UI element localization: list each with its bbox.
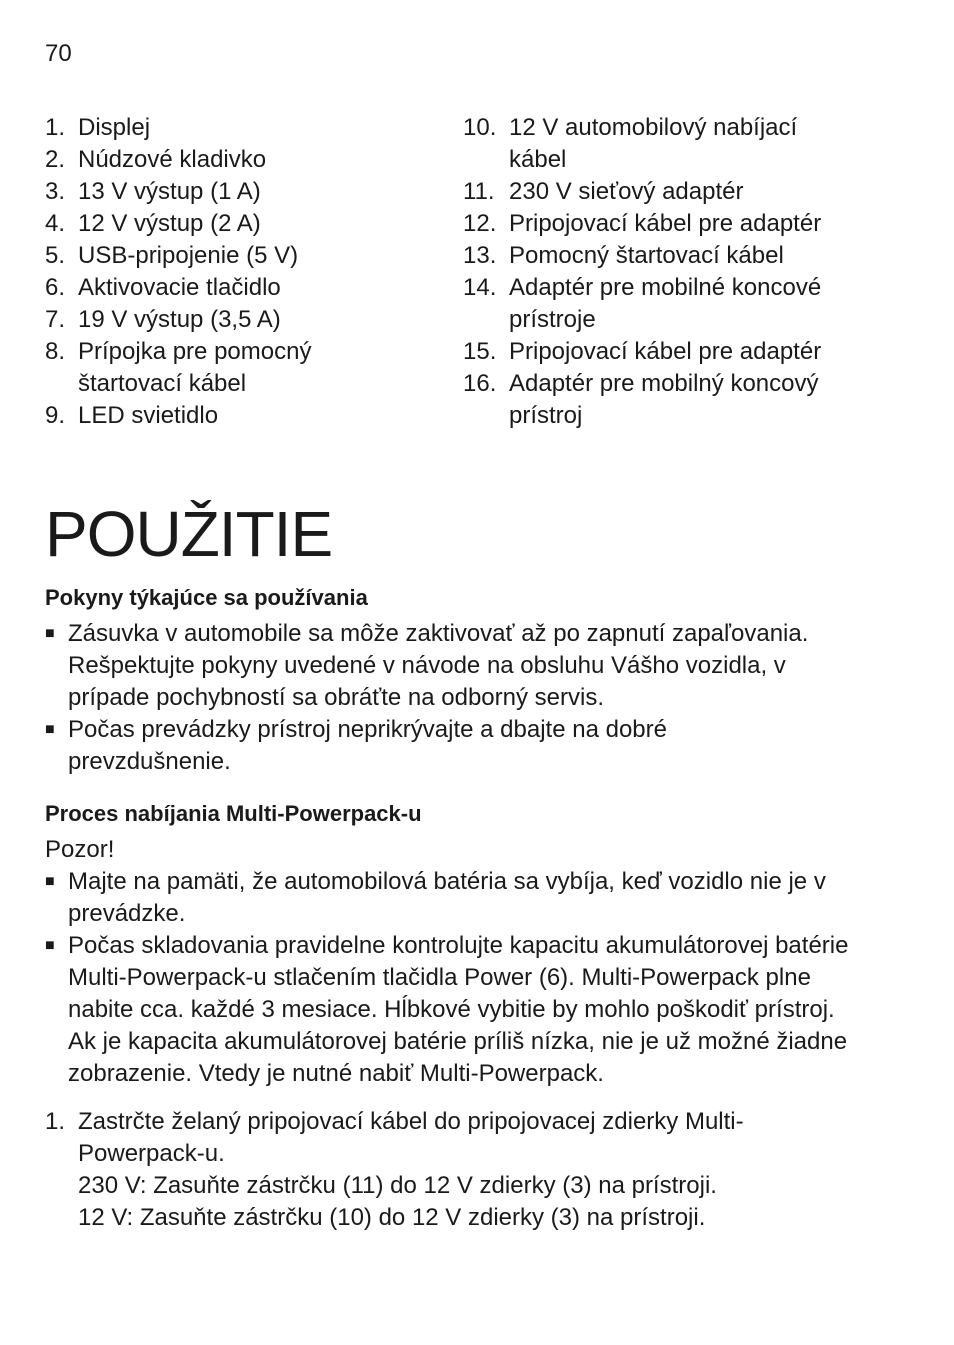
item-text: Pripojovací kábel pre adaptér [509,338,822,365]
item-text: LED svietidlo [78,402,219,429]
item-text: Prípojka pre pomocný štartovací kábel [78,338,312,397]
list-item [45,144,445,176]
item-text: Aktivovacie tlačidlo [78,274,281,301]
step-text: Zastrčte želaný pripojovací kábel do pripojovacej zdierky Multi-Powerpack-u. [78,1108,744,1167]
bullet-text: Zásuvka v automobile sa môže zaktivovať až po zapnutí zapaľovania. Rešpektujte pokyny uvedené v návode na obsluhu Vášho vozidla, v prípade pochybností sa obráťte na odborný servis. [68,620,809,711]
list-item [463,272,903,336]
bullet-text: Majte na pamäti, že automobilová batéria sa vybíja, keď vozidlo nie je v prevádzke. [68,868,826,927]
list-item [45,618,860,714]
item-text: Adaptér pre mobilný koncový prístroj [509,370,819,429]
section-title: POUŽITIE [45,498,333,570]
item-text: 13 V výstup (1 A) [78,178,261,205]
item-number: 5. [45,242,66,269]
list-item [463,176,903,208]
item-number: 15. [463,338,497,365]
item-text: Displej [78,114,151,141]
item-number: 12. [463,210,497,237]
bullet-text: Počas prevádzky prístroj neprikrývajte a dbajte na dobré prevzdušnenie. [68,716,667,775]
step-line-230v: 230 V: Zasuňte zástrčku (11) do 12 V zdierky (3) na prístroji. [78,1172,717,1199]
list-item [463,336,903,368]
parts-list-right [463,112,903,432]
list-item [463,208,903,240]
list-item [45,930,860,1090]
item-text: Núdzové kladivko [78,146,267,173]
list-item [45,866,860,930]
item-text: USB-pripojenie (5 V) [78,242,299,269]
item-number: 1. [45,114,66,141]
step-body [78,1106,860,1234]
parts-list-left [45,112,445,432]
item-number: 2. [45,146,66,173]
usage-heading: Pokyny týkajúce sa používania [45,585,368,610]
list-item [45,176,445,208]
item-text: 19 V výstup (3,5 A) [78,306,281,333]
warning-text: Pozor! [45,836,115,863]
item-text: 12 V automobilový nabíjací kábel [509,114,798,173]
bullet-icon: ■ [45,873,55,890]
bullet-icon: ■ [45,721,55,738]
item-text: Adaptér pre mobilné koncové prístroje [509,274,822,333]
list-item [45,336,445,400]
bullet-icon: ■ [45,937,55,954]
item-text: Pripojovací kábel pre adaptér [509,210,822,237]
item-number: 10. [463,114,497,141]
item-number: 16. [463,370,497,397]
list-item [463,368,903,432]
step-item [45,1106,860,1234]
list-item [463,112,903,176]
bullet-text: Počas skladovania pravidelne kontrolujte kapacitu akumulátorovej batérie Multi-Powerpack-u stlačením tlačidla Power (6). Multi-Powerpack plne nabite cca. každé 3 mesiace. Hĺbkové vybitie by mohlo poškodiť prístroj. Ak je kapacita akumulátorovej batérie príliš nízka, nie je už možné žiadne zobrazenie. Vtedy je nutné nabiť Multi-Powerpack. [68,932,849,1087]
item-number: 13. [463,242,497,269]
list-item [45,112,445,144]
item-text: 230 V sieťový adaptér [509,178,744,205]
list-item [45,304,445,336]
item-number: 7. [45,306,66,333]
page-number: 70 [45,40,72,67]
item-number: 4. [45,210,66,237]
bullet-icon: ■ [45,625,55,642]
item-text: 12 V výstup (2 A) [78,210,261,237]
list-item [463,240,903,272]
item-number: 14. [463,274,497,301]
item-number: 9. [45,402,66,429]
list-item [45,240,445,272]
charging-heading: Proces nabíjania Multi-Powerpack-u [45,801,422,826]
item-number: 8. [45,338,66,365]
list-item [45,400,445,432]
item-text: Pomocný štartovací kábel [509,242,784,269]
item-number: 11. [463,178,495,205]
step-line-12v: 12 V: Zasuňte zástrčku (10) do 12 V zdierky (3) na prístroji. [78,1204,706,1231]
item-number: 6. [45,274,66,301]
list-item [45,714,860,778]
step-number: 1. [45,1108,66,1135]
usage-content [45,582,860,1234]
list-item [45,208,445,240]
list-item [45,272,445,304]
item-number: 3. [45,178,66,205]
